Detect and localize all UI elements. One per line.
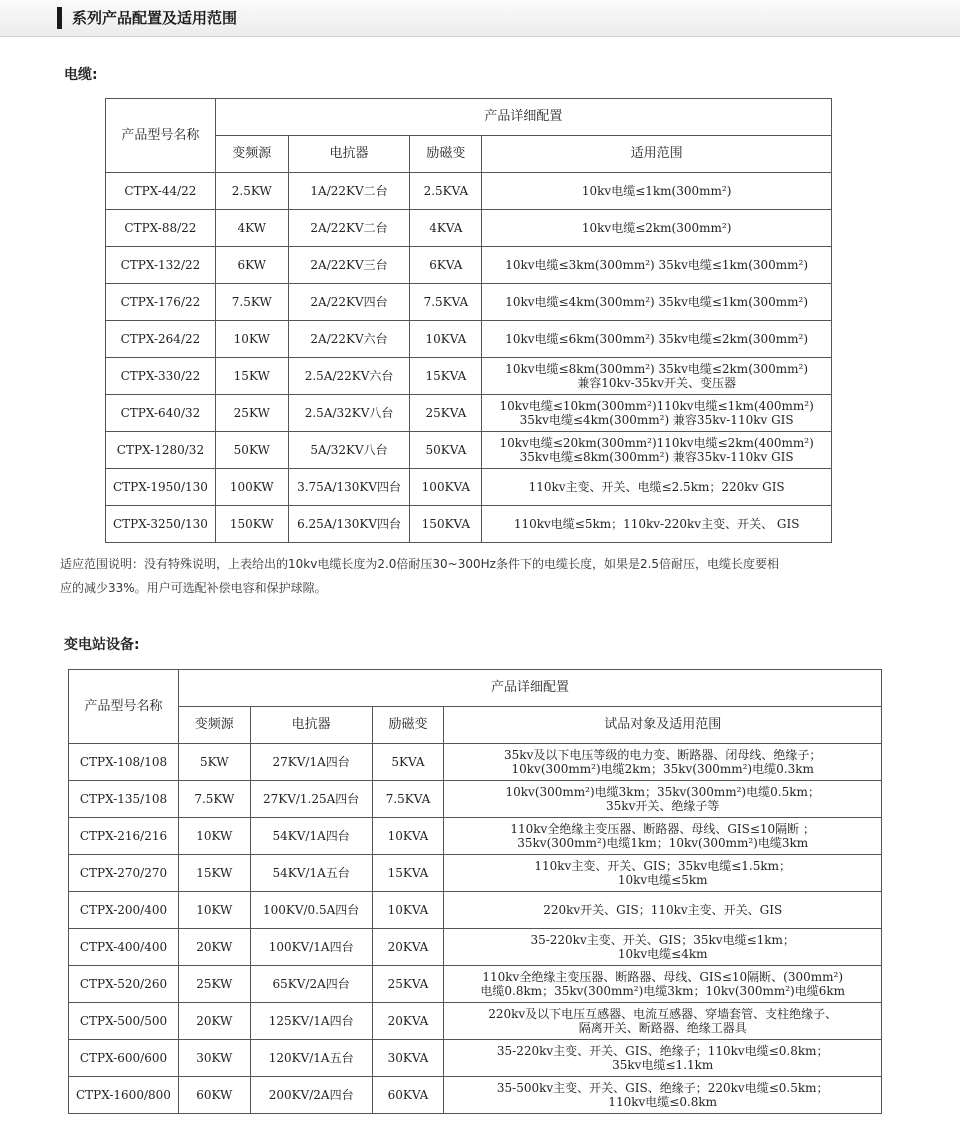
cell-vfs: 100KW bbox=[215, 469, 288, 506]
table-row bbox=[106, 395, 832, 432]
cell-model: CTPX-640/32 bbox=[106, 395, 216, 432]
table-row bbox=[106, 506, 832, 543]
cell-reactor: 100KV/1A四台 bbox=[250, 929, 372, 966]
cell-vfs: 150KW bbox=[215, 506, 288, 543]
header-detail: 产品详细配置 bbox=[215, 99, 831, 136]
table-row bbox=[106, 358, 832, 395]
cell-model: CTPX-216/216 bbox=[69, 818, 179, 855]
cell-exciter: 15KVA bbox=[410, 358, 482, 395]
cell-scope bbox=[444, 1077, 882, 1114]
header-reactor: 电抗器 bbox=[288, 136, 410, 173]
cable-spec-table bbox=[105, 98, 832, 543]
table-row bbox=[69, 744, 882, 781]
cell-exciter: 50KVA bbox=[410, 432, 482, 469]
scope-line: 35-220kv主变、开关、GIS；35kv电缆≤1km； bbox=[530, 933, 795, 947]
cell-scope bbox=[482, 469, 832, 506]
cell-scope bbox=[482, 210, 832, 247]
scope-line: 35kv电缆≤8km(300mm²) 兼容35kv-110kv GIS bbox=[519, 450, 794, 464]
scope-line: 10kv电缆≤5km bbox=[617, 873, 708, 887]
cell-vfs: 20KW bbox=[178, 929, 250, 966]
cell-model: CTPX-330/22 bbox=[106, 358, 216, 395]
cell-vfs: 7.5KW bbox=[215, 284, 288, 321]
cell-vfs: 10KW bbox=[178, 892, 250, 929]
scope-line: 110kv主变、开关、GIS；35kv电缆≤1.5km； bbox=[534, 859, 791, 873]
cell-reactor: 27KV/1.25A四台 bbox=[250, 781, 372, 818]
scope-line: 110kv电缆≤0.8km bbox=[608, 1095, 718, 1109]
table-row bbox=[69, 1077, 882, 1114]
cell-vfs: 20KW bbox=[178, 1003, 250, 1040]
table-row bbox=[69, 929, 882, 966]
cell-model: CTPX-3250/130 bbox=[106, 506, 216, 543]
cell-scope bbox=[444, 744, 882, 781]
cell-exciter: 2.5KVA bbox=[410, 173, 482, 210]
scope-line: 电缆0.8km；35kv(300mm²)电缆3km；10kv(300mm²)电缆6km bbox=[480, 984, 845, 998]
table-row bbox=[69, 1003, 882, 1040]
cell-exciter: 4KVA bbox=[410, 210, 482, 247]
scope-line: 35kv电缆≤4km(300mm²) 兼容35kv-110kv GIS bbox=[519, 413, 794, 427]
cell-vfs: 25KW bbox=[215, 395, 288, 432]
table-row bbox=[69, 781, 882, 818]
cell-reactor: 5A/32KV八台 bbox=[288, 432, 410, 469]
header-scope: 试品对象及适用范围 bbox=[444, 707, 882, 744]
cell-exciter: 20KVA bbox=[372, 1003, 444, 1040]
cell-vfs: 60KW bbox=[178, 1077, 250, 1114]
scope-line: 10kv电缆≤8km(300mm²) 35kv电缆≤2km(300mm²) bbox=[505, 362, 809, 376]
cell-exciter: 7.5KVA bbox=[372, 781, 444, 818]
cell-vfs: 10KW bbox=[215, 321, 288, 358]
scope-line: 110kv全绝缘主变压器、断路器、母线、GIS≤10隔断、(300mm²) bbox=[482, 970, 844, 984]
cell-scope bbox=[444, 818, 882, 855]
table-row bbox=[106, 321, 832, 358]
cell-vfs: 10KW bbox=[178, 818, 250, 855]
cell-exciter: 150KVA bbox=[410, 506, 482, 543]
cell-exciter: 25KVA bbox=[372, 966, 444, 1003]
cell-model: CTPX-270/270 bbox=[69, 855, 179, 892]
cell-model: CTPX-200/400 bbox=[69, 892, 179, 929]
cell-model: CTPX-44/22 bbox=[106, 173, 216, 210]
header-scope: 适用范围 bbox=[482, 136, 832, 173]
scope-line: 10kv电缆≤10km(300mm²)110kv电缆≤1km(400mm²) bbox=[499, 399, 814, 413]
header-accent-bar bbox=[57, 7, 62, 29]
cell-reactor: 120KV/1A五台 bbox=[250, 1040, 372, 1077]
cell-model: CTPX-176/22 bbox=[106, 284, 216, 321]
cell-exciter: 60KVA bbox=[372, 1077, 444, 1114]
table-row bbox=[106, 432, 832, 469]
page-title: 系列产品配置及适用范围 bbox=[72, 9, 238, 27]
header-model: 产品型号名称 bbox=[106, 99, 216, 173]
cell-scope bbox=[482, 395, 832, 432]
cell-reactor: 6.25A/130KV四台 bbox=[288, 506, 410, 543]
scope-note-line: 应的减少33%。用户可选配补偿电容和保护球隙。 bbox=[60, 581, 327, 595]
scope-line: 10kv电缆≤2km(300mm²) bbox=[581, 221, 732, 235]
cell-exciter: 10KVA bbox=[372, 892, 444, 929]
cell-scope bbox=[482, 173, 832, 210]
cell-exciter: 20KVA bbox=[372, 929, 444, 966]
scope-line: 10kv电缆≤4km bbox=[617, 947, 708, 961]
table-row bbox=[106, 210, 832, 247]
cell-model: CTPX-132/22 bbox=[106, 247, 216, 284]
cell-scope bbox=[482, 506, 832, 543]
scope-line: 35-220kv主变、开关、GIS、绝缘子；110kv电缆≤0.8km； bbox=[496, 1044, 829, 1058]
table-row bbox=[106, 173, 832, 210]
scope-line: 220kv及以下电压互感器、电流互感器、穿墙套管、支柱绝缘子、 bbox=[488, 1007, 838, 1021]
cell-reactor: 2.5A/32KV八台 bbox=[288, 395, 410, 432]
cell-exciter: 15KVA bbox=[372, 855, 444, 892]
scope-line: 35kv开关、绝缘子等 bbox=[606, 799, 720, 813]
cell-vfs: 7.5KW bbox=[178, 781, 250, 818]
scope-note bbox=[60, 552, 900, 600]
header-reactor: 电抗器 bbox=[250, 707, 372, 744]
cell-scope bbox=[444, 966, 882, 1003]
scope-note-line: 适应范围说明：没有特殊说明，上表给出的10kv电缆长度为2.0倍耐压30~300Hz条件下的电缆长度，如果是2.5倍耐压，电缆长度要相 bbox=[60, 557, 780, 571]
cell-model: CTPX-88/22 bbox=[106, 210, 216, 247]
cell-exciter: 5KVA bbox=[372, 744, 444, 781]
table-row bbox=[69, 1040, 882, 1077]
cell-model: CTPX-135/108 bbox=[69, 781, 179, 818]
cell-exciter: 6KVA bbox=[410, 247, 482, 284]
cell-vfs: 50KW bbox=[215, 432, 288, 469]
header-detail: 产品详细配置 bbox=[178, 670, 881, 707]
scope-line: 110kv全绝缘主变压器、断路器、母线、GIS≤10隔断 ； bbox=[510, 822, 816, 836]
cell-scope bbox=[482, 321, 832, 358]
cell-reactor: 65KV/2A四台 bbox=[250, 966, 372, 1003]
scope-line: 35kv(300mm²)电缆1km；10kv(300mm²)电缆3km bbox=[517, 836, 809, 850]
header-vfs: 变频源 bbox=[178, 707, 250, 744]
scope-line: 兼容10kv-35kv开关、变压器 bbox=[577, 376, 736, 390]
cell-vfs: 15KW bbox=[178, 855, 250, 892]
table-row bbox=[106, 247, 832, 284]
cell-exciter: 10KVA bbox=[372, 818, 444, 855]
cell-exciter: 25KVA bbox=[410, 395, 482, 432]
cell-scope bbox=[444, 855, 882, 892]
cell-scope bbox=[444, 781, 882, 818]
cell-model: CTPX-1280/32 bbox=[106, 432, 216, 469]
cell-reactor: 2A/22KV四台 bbox=[288, 284, 410, 321]
scope-line: 220kv开关、GIS；110kv主变、开关、GIS bbox=[543, 903, 783, 917]
cell-exciter: 30KVA bbox=[372, 1040, 444, 1077]
scope-line: 10kv电缆≤3km(300mm²) 35kv电缆≤1km(300mm²) bbox=[505, 258, 809, 272]
table-row bbox=[69, 818, 882, 855]
cell-scope bbox=[482, 432, 832, 469]
cell-scope bbox=[482, 247, 832, 284]
scope-line: 10kv电缆≤4km(300mm²) 35kv电缆≤1km(300mm²) bbox=[505, 295, 809, 309]
cell-exciter: 10KVA bbox=[410, 321, 482, 358]
cell-vfs: 15KW bbox=[215, 358, 288, 395]
cell-model: CTPX-108/108 bbox=[69, 744, 179, 781]
page-header bbox=[0, 0, 960, 37]
cell-reactor: 2.5A/22KV六台 bbox=[288, 358, 410, 395]
scope-line: 10kv电缆≤20km(300mm²)110kv电缆≤2km(400mm²) bbox=[499, 436, 814, 450]
cell-reactor: 27KV/1A四台 bbox=[250, 744, 372, 781]
cell-vfs: 2.5KW bbox=[215, 173, 288, 210]
cell-model: CTPX-500/500 bbox=[69, 1003, 179, 1040]
table-row bbox=[106, 469, 832, 506]
scope-line: 35kv电缆≤1.1km bbox=[612, 1058, 714, 1072]
table-row bbox=[69, 855, 882, 892]
cell-scope bbox=[482, 358, 832, 395]
cell-reactor: 54KV/1A五台 bbox=[250, 855, 372, 892]
header-vfs: 变频源 bbox=[215, 136, 288, 173]
scope-line: 10kv(300mm²)电缆2km；35kv(300mm²)电缆0.3km bbox=[511, 762, 814, 776]
scope-line: 110kv电缆≤5km；110kv-220kv主变、开关、 GIS bbox=[513, 517, 800, 531]
cell-vfs: 30KW bbox=[178, 1040, 250, 1077]
cell-reactor: 2A/22KV三台 bbox=[288, 247, 410, 284]
cell-reactor: 100KV/0.5A四台 bbox=[250, 892, 372, 929]
cell-reactor: 3.75A/130KV四台 bbox=[288, 469, 410, 506]
cell-vfs: 5KW bbox=[178, 744, 250, 781]
cell-scope bbox=[444, 929, 882, 966]
scope-line: 35-500kv主变、开关、GIS、绝缘子；220kv电缆≤0.5km； bbox=[496, 1081, 829, 1095]
scope-line: 10kv电缆≤6km(300mm²) 35kv电缆≤2km(300mm²) bbox=[505, 332, 809, 346]
substation-spec-table bbox=[68, 669, 882, 1114]
cell-vfs: 25KW bbox=[178, 966, 250, 1003]
cell-exciter: 100KVA bbox=[410, 469, 482, 506]
cell-reactor: 54KV/1A四台 bbox=[250, 818, 372, 855]
cell-model: CTPX-400/400 bbox=[69, 929, 179, 966]
table-row bbox=[106, 284, 832, 321]
cell-model: CTPX-264/22 bbox=[106, 321, 216, 358]
cell-vfs: 6KW bbox=[215, 247, 288, 284]
cell-scope bbox=[444, 1003, 882, 1040]
cell-scope bbox=[444, 892, 882, 929]
cell-reactor: 200KV/2A四台 bbox=[250, 1077, 372, 1114]
cable-section-title: 电缆: bbox=[64, 67, 98, 83]
header-model: 产品型号名称 bbox=[69, 670, 179, 744]
cell-model: CTPX-1950/130 bbox=[106, 469, 216, 506]
scope-line: 110kv主变、开关、电缆≤2.5km；220kv GIS bbox=[528, 480, 785, 494]
scope-line: 隔离开关、断路器、绝缘工器具 bbox=[578, 1021, 747, 1035]
table-row bbox=[69, 892, 882, 929]
cell-exciter: 7.5KVA bbox=[410, 284, 482, 321]
cell-vfs: 4KW bbox=[215, 210, 288, 247]
header-exciter: 励磁变 bbox=[372, 707, 444, 744]
cell-reactor: 125KV/1A四台 bbox=[250, 1003, 372, 1040]
scope-line: 35kv及以下电压等级的电力变、断路器、闭母线、绝缘子； bbox=[504, 748, 822, 762]
cell-reactor: 2A/22KV六台 bbox=[288, 321, 410, 358]
cell-model: CTPX-1600/800 bbox=[69, 1077, 179, 1114]
cell-model: CTPX-520/260 bbox=[69, 966, 179, 1003]
substation-section-title: 变电站设备: bbox=[64, 637, 140, 653]
table-row bbox=[69, 966, 882, 1003]
header-exciter: 励磁变 bbox=[410, 136, 482, 173]
scope-line: 10kv(300mm²)电缆3km；35kv(300mm²)电缆0.5km； bbox=[505, 785, 820, 799]
cell-reactor: 2A/22KV二台 bbox=[288, 210, 410, 247]
cell-scope bbox=[444, 1040, 882, 1077]
scope-line: 10kv电缆≤1km(300mm²) bbox=[581, 184, 732, 198]
cell-model: CTPX-600/600 bbox=[69, 1040, 179, 1077]
cell-reactor: 1A/22KV二台 bbox=[288, 173, 410, 210]
cell-scope bbox=[482, 284, 832, 321]
